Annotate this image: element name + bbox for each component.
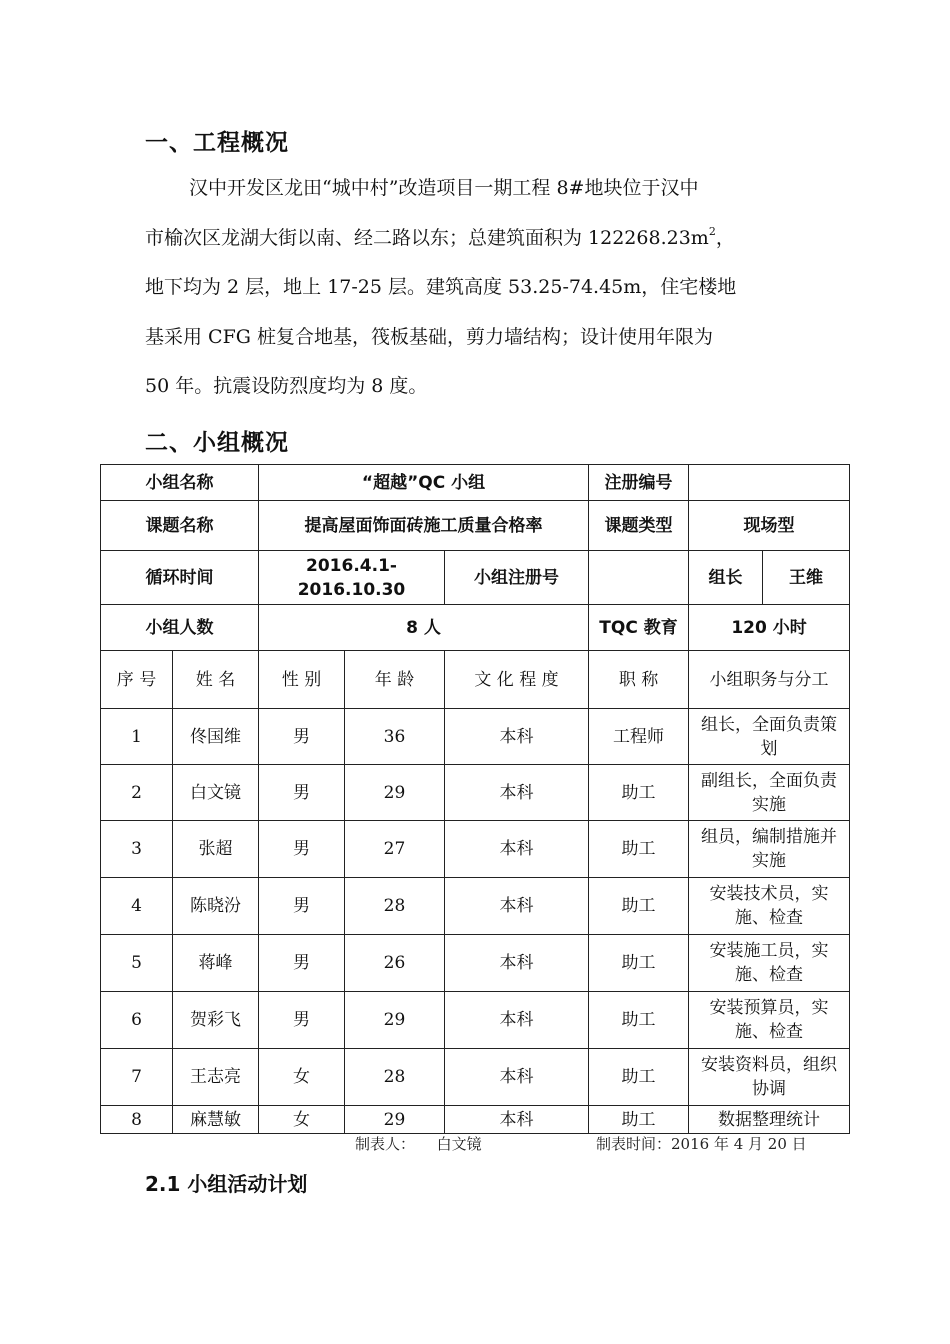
member-sex: 男	[259, 709, 345, 765]
leader: 王维	[763, 551, 850, 605]
member-title: 助工	[589, 992, 689, 1049]
topic-type-label: 课题类型	[589, 501, 689, 551]
member-education: 本科	[445, 821, 589, 878]
header-title: 职 称	[589, 651, 689, 709]
member-duty: 安装预算员，实施、检查	[689, 992, 850, 1049]
member-education: 本科	[445, 1106, 589, 1134]
member-title: 助工	[589, 765, 689, 821]
group-reg	[589, 551, 689, 605]
topic-label: 课题名称	[101, 501, 259, 551]
group-reg-label: 小组注册号	[445, 551, 589, 605]
date-label: 制表时间：	[596, 1135, 672, 1153]
tqc-hours: 120 小时	[689, 605, 850, 651]
member-education: 本科	[445, 765, 589, 821]
member-education: 本科	[445, 1049, 589, 1106]
project-overview-paragraph	[145, 164, 825, 412]
group-name: “超越”QC 小组	[259, 465, 589, 501]
member-sex: 女	[259, 1106, 345, 1134]
member-row	[101, 821, 850, 878]
row-count	[101, 605, 850, 651]
superscript: 2	[708, 224, 716, 238]
member-name: 蒋峰	[173, 935, 259, 992]
member-title: 助工	[589, 1049, 689, 1106]
paragraph-line-1: 汉中开发区龙田“城中村”改造项目一期工程 8#地块位于汉中	[189, 177, 699, 199]
member-age: 29	[345, 992, 445, 1049]
member-sex: 男	[259, 765, 345, 821]
member-sex: 女	[259, 1049, 345, 1106]
leader-label: 组长	[689, 551, 763, 605]
table-maker	[355, 1133, 482, 1154]
member-no: 7	[101, 1049, 173, 1106]
member-duty: 安装施工员，实施、检查	[689, 935, 850, 992]
member-age: 28	[345, 1049, 445, 1106]
reg-no-label: 注册编号	[589, 465, 689, 501]
member-title: 工程师	[589, 709, 689, 765]
header-duty: 小组职务与分工	[689, 651, 850, 709]
member-no: 2	[101, 765, 173, 821]
paragraph-line-4: 基采用 CFG 桩复合地基，筏板基础，剪力墙结构；设计使用年限为	[145, 325, 713, 348]
member-row	[101, 1106, 850, 1134]
member-row	[101, 1049, 850, 1106]
cycle-label: 循环时间	[101, 551, 259, 605]
date-value: 2016 年 4 月 20 日	[671, 1135, 807, 1153]
paragraph-line-3: 地下均为 2 层，地上 17-25 层。建筑高度 53.25-74.45m，住宅楼地	[145, 276, 737, 298]
member-name: 张超	[173, 821, 259, 878]
member-no: 5	[101, 935, 173, 992]
member-duty: 安装技术员，实施、检查	[689, 878, 850, 935]
member-sex: 男	[259, 821, 345, 878]
member-count: 8 人	[259, 605, 589, 651]
member-title: 助工	[589, 878, 689, 935]
row-group-name	[101, 465, 850, 501]
table-date	[596, 1133, 807, 1154]
member-age: 29	[345, 1106, 445, 1134]
member-education: 本科	[445, 992, 589, 1049]
member-education: 本科	[445, 878, 589, 935]
header-sex: 性 别	[259, 651, 345, 709]
maker-name: 白文镜	[436, 1135, 482, 1153]
section-2-title: 二、小组概况	[145, 430, 289, 456]
section-2-1-title: 2.1 小组活动计划	[145, 1172, 308, 1196]
member-no: 3	[101, 821, 173, 878]
member-no: 8	[101, 1106, 173, 1134]
reg-no	[689, 465, 850, 501]
member-name: 陈晓汾	[173, 878, 259, 935]
member-sex: 男	[259, 992, 345, 1049]
maker-label: 制表人：	[355, 1135, 416, 1153]
paragraph-line-5: 50 年。抗震设防烈度均为 8 度。	[145, 375, 428, 397]
members-header-row	[101, 651, 850, 709]
topic-type: 现场型	[689, 501, 850, 551]
header-name: 姓 名	[173, 651, 259, 709]
section-1-title: 一、工程概况	[145, 130, 289, 156]
count-label: 小组人数	[101, 605, 259, 651]
member-row	[101, 935, 850, 992]
member-duty: 安装资料员，组织协调	[689, 1049, 850, 1106]
group-info-table	[100, 464, 850, 1134]
member-sex: 男	[259, 878, 345, 935]
member-name: 白文镜	[173, 765, 259, 821]
member-name: 佟国维	[173, 709, 259, 765]
member-row	[101, 878, 850, 935]
header-no: 序 号	[101, 651, 173, 709]
member-title: 助工	[589, 821, 689, 878]
group-name-label: 小组名称	[101, 465, 259, 501]
member-title: 助工	[589, 935, 689, 992]
header-education: 文 化 程 度	[445, 651, 589, 709]
member-age: 36	[345, 709, 445, 765]
member-duty: 组员，编制措施并实施	[689, 821, 850, 878]
member-age: 26	[345, 935, 445, 992]
member-name: 贺彩飞	[173, 992, 259, 1049]
member-no: 6	[101, 992, 173, 1049]
header-age: 年 龄	[345, 651, 445, 709]
member-age: 29	[345, 765, 445, 821]
member-name: 麻慧敏	[173, 1106, 259, 1134]
member-name: 王志亮	[173, 1049, 259, 1106]
member-duty: 数据整理统计	[689, 1106, 850, 1134]
member-duty: 副组长，全面负责实施	[689, 765, 850, 821]
topic: 提高屋面饰面砖施工质量合格率	[259, 501, 589, 551]
member-row	[101, 992, 850, 1049]
member-duty: 组长，全面负责策划	[689, 709, 850, 765]
row-topic	[101, 501, 850, 551]
member-age: 27	[345, 821, 445, 878]
member-title: 助工	[589, 1106, 689, 1134]
member-education: 本科	[445, 709, 589, 765]
member-no: 4	[101, 878, 173, 935]
member-sex: 男	[259, 935, 345, 992]
member-row	[101, 765, 850, 821]
member-row	[101, 709, 850, 765]
tqc-label: TQC 教育	[589, 605, 689, 651]
cycle: 2016.4.1-2016.10.30	[259, 551, 445, 605]
member-no: 1	[101, 709, 173, 765]
paragraph-line-2: 市榆次区龙湖大街以南、经二路以东；总建筑面积为 $122268.23m^2$，	[145, 224, 735, 249]
member-age: 28	[345, 878, 445, 935]
member-education: 本科	[445, 935, 589, 992]
row-cycle	[101, 551, 850, 605]
